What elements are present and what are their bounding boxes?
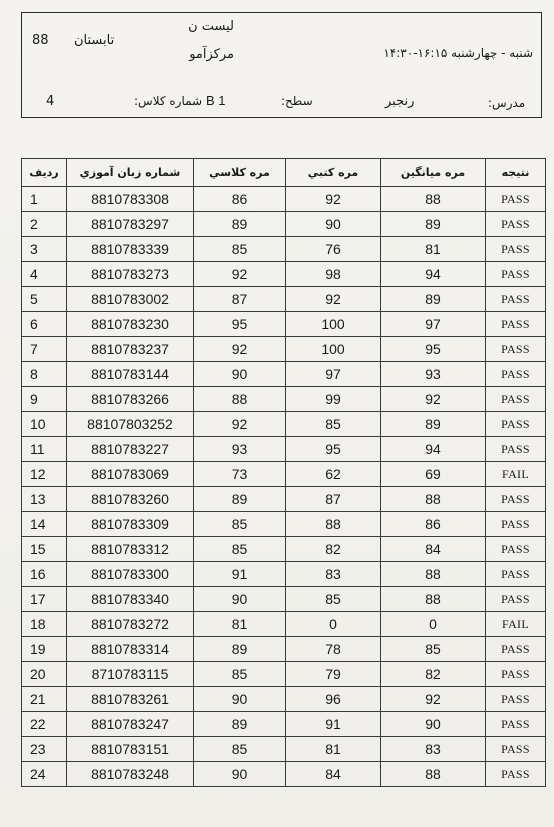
- student-id-cell: 8810783247: [67, 712, 194, 737]
- class-score-cell: 85: [194, 662, 286, 687]
- result-cell: PASS: [486, 337, 546, 362]
- written-score-cell: 85: [286, 412, 381, 437]
- average-score-cell: 86: [381, 512, 486, 537]
- average-score-cell: 89: [381, 287, 486, 312]
- average-score-cell: 88: [381, 487, 486, 512]
- written-score-cell: 98: [286, 262, 381, 287]
- col-header-class-score: مره کلاسي: [194, 159, 286, 187]
- table-row: [22, 512, 546, 537]
- class-score-cell: 93: [194, 437, 286, 462]
- col-header-result: نتيجه: [486, 159, 546, 187]
- table-row: [22, 637, 546, 662]
- table-body: [22, 187, 546, 787]
- row-number-cell: 24: [22, 762, 67, 787]
- student-id-cell: 8810783273: [67, 262, 194, 287]
- result-cell: PASS: [486, 212, 546, 237]
- written-score-cell: 76: [286, 237, 381, 262]
- table-row: [22, 462, 546, 487]
- class-score-cell: 92: [194, 412, 286, 437]
- average-score-cell: 97: [381, 312, 486, 337]
- average-score-cell: 94: [381, 262, 486, 287]
- student-id-cell: 8810783261: [67, 687, 194, 712]
- result-cell: PASS: [486, 712, 546, 737]
- average-score-cell: 81: [381, 237, 486, 262]
- written-score-cell: 96: [286, 687, 381, 712]
- result-cell: PASS: [486, 637, 546, 662]
- result-cell: PASS: [486, 312, 546, 337]
- class-score-cell: 85: [194, 237, 286, 262]
- table-row: [22, 737, 546, 762]
- result-cell: PASS: [486, 387, 546, 412]
- average-score-cell: 89: [381, 212, 486, 237]
- row-number-cell: 2: [22, 212, 67, 237]
- grades-table: [21, 158, 546, 787]
- average-score-cell: 89: [381, 412, 486, 437]
- result-cell: PASS: [486, 362, 546, 387]
- table-row: [22, 337, 546, 362]
- result-cell: PASS: [486, 562, 546, 587]
- average-score-cell: 88: [381, 587, 486, 612]
- result-cell: PASS: [486, 287, 546, 312]
- result-cell: PASS: [486, 487, 546, 512]
- written-score-cell: 78: [286, 637, 381, 662]
- row-number-cell: 15: [22, 537, 67, 562]
- class-score-cell: 89: [194, 637, 286, 662]
- row-number-cell: 6: [22, 312, 67, 337]
- level-value: B 1: [206, 93, 226, 108]
- student-id-cell: 8810783002: [67, 287, 194, 312]
- row-number-cell: 9: [22, 387, 67, 412]
- student-id-cell: 8810783237: [67, 337, 194, 362]
- student-id-cell: 8810783339: [67, 237, 194, 262]
- written-score-cell: 82: [286, 537, 381, 562]
- result-cell: PASS: [486, 512, 546, 537]
- row-number-cell: 12: [22, 462, 67, 487]
- student-id-cell: 8810783297: [67, 212, 194, 237]
- table-row: [22, 762, 546, 787]
- written-score-cell: 79: [286, 662, 381, 687]
- written-score-cell: 95: [286, 437, 381, 462]
- row-number-cell: 19: [22, 637, 67, 662]
- class-score-cell: 89: [194, 487, 286, 512]
- row-number-cell: 4: [22, 262, 67, 287]
- table-row: [22, 287, 546, 312]
- written-score-cell: 92: [286, 287, 381, 312]
- student-id-cell: 8810783272: [67, 612, 194, 637]
- class-score-cell: 73: [194, 462, 286, 487]
- season: تابستان: [74, 33, 115, 48]
- row-number-cell: 14: [22, 512, 67, 537]
- student-id-cell: 8810783227: [67, 437, 194, 462]
- table-row: [22, 262, 546, 287]
- result-cell: PASS: [486, 237, 546, 262]
- student-id-cell: 8810783069: [67, 462, 194, 487]
- class-score-cell: 85: [194, 537, 286, 562]
- row-number-cell: 5: [22, 287, 67, 312]
- student-id-cell: 8810783248: [67, 762, 194, 787]
- written-score-cell: 85: [286, 587, 381, 612]
- row-number-cell: 10: [22, 412, 67, 437]
- class-score-cell: 85: [194, 737, 286, 762]
- student-id-cell: 8810783309: [67, 512, 194, 537]
- class-score-cell: 89: [194, 712, 286, 737]
- student-id-cell: 8810783340: [67, 587, 194, 612]
- table-row: [22, 537, 546, 562]
- row-number-cell: 18: [22, 612, 67, 637]
- table-row: [22, 687, 546, 712]
- class-score-cell: 90: [194, 762, 286, 787]
- written-score-cell: 91: [286, 712, 381, 737]
- class-score-cell: 90: [194, 587, 286, 612]
- center-name: مرکزآمو: [189, 47, 234, 62]
- table-row: [22, 312, 546, 337]
- col-header-written-score: مره كتبي: [286, 159, 381, 187]
- written-score-cell: 0: [286, 612, 381, 637]
- written-score-cell: 100: [286, 312, 381, 337]
- written-score-cell: 99: [286, 387, 381, 412]
- row-number-cell: 16: [22, 562, 67, 587]
- average-score-cell: 82: [381, 662, 486, 687]
- student-id-cell: 8710783115: [67, 662, 194, 687]
- student-id-cell: 8810783260: [67, 487, 194, 512]
- class-score-cell: 89: [194, 212, 286, 237]
- row-number-cell: 7: [22, 337, 67, 362]
- written-score-cell: 92: [286, 187, 381, 212]
- result-cell: PASS: [486, 537, 546, 562]
- table-row: [22, 437, 546, 462]
- average-score-cell: 88: [381, 187, 486, 212]
- table-row: [22, 212, 546, 237]
- row-number-cell: 21: [22, 687, 67, 712]
- average-score-cell: 69: [381, 462, 486, 487]
- result-cell: PASS: [486, 687, 546, 712]
- average-score-cell: 90: [381, 712, 486, 737]
- row-number-cell: 23: [22, 737, 67, 762]
- class-score-cell: 87: [194, 287, 286, 312]
- row-number-cell: 1: [22, 187, 67, 212]
- average-score-cell: 85: [381, 637, 486, 662]
- result-cell: PASS: [486, 662, 546, 687]
- teacher-label: مدرس:: [488, 96, 526, 110]
- teacher-name: رنجبر: [385, 94, 415, 109]
- student-id-cell: 88107803252: [67, 412, 194, 437]
- result-cell: PASS: [486, 762, 546, 787]
- result-cell: PASS: [486, 187, 546, 212]
- table-row: [22, 487, 546, 512]
- student-id-cell: 8810783312: [67, 537, 194, 562]
- table-row: [22, 587, 546, 612]
- written-score-cell: 90: [286, 212, 381, 237]
- table-row: [22, 237, 546, 262]
- class-score-cell: 92: [194, 262, 286, 287]
- class-number: 4: [46, 94, 55, 109]
- table-header-row: [22, 159, 546, 187]
- table-row: [22, 662, 546, 687]
- written-score-cell: 88: [286, 512, 381, 537]
- header-box: [21, 12, 542, 118]
- class-number-label: شماره کلاس:: [134, 94, 203, 108]
- document-title: لیست ن: [188, 19, 234, 34]
- result-cell: FAIL: [486, 612, 546, 637]
- table-row: [22, 362, 546, 387]
- table-row: [22, 612, 546, 637]
- row-number-cell: 13: [22, 487, 67, 512]
- average-score-cell: 88: [381, 762, 486, 787]
- class-score-cell: 85: [194, 512, 286, 537]
- class-score-cell: 88: [194, 387, 286, 412]
- col-header-average: مره ميانگين: [381, 159, 486, 187]
- average-score-cell: 93: [381, 362, 486, 387]
- student-id-cell: 8810783314: [67, 637, 194, 662]
- student-id-cell: 8810783230: [67, 312, 194, 337]
- class-score-cell: 90: [194, 687, 286, 712]
- written-score-cell: 87: [286, 487, 381, 512]
- row-number-cell: 22: [22, 712, 67, 737]
- written-score-cell: 97: [286, 362, 381, 387]
- result-cell: PASS: [486, 412, 546, 437]
- class-score-cell: 95: [194, 312, 286, 337]
- average-score-cell: 94: [381, 437, 486, 462]
- table-row: [22, 412, 546, 437]
- col-header-row-number: ردیف: [22, 159, 67, 187]
- class-score-cell: 90: [194, 362, 286, 387]
- average-score-cell: 0: [381, 612, 486, 637]
- average-score-cell: 88: [381, 562, 486, 587]
- row-number-cell: 3: [22, 237, 67, 262]
- student-id-cell: 8810783144: [67, 362, 194, 387]
- class-score-cell: 81: [194, 612, 286, 637]
- student-id-cell: 8810783266: [67, 387, 194, 412]
- table-row: [22, 387, 546, 412]
- row-number-cell: 17: [22, 587, 67, 612]
- row-number-cell: 11: [22, 437, 67, 462]
- class-score-cell: 92: [194, 337, 286, 362]
- average-score-cell: 92: [381, 387, 486, 412]
- result-cell: PASS: [486, 587, 546, 612]
- table-row: [22, 562, 546, 587]
- row-number-cell: 8: [22, 362, 67, 387]
- written-score-cell: 81: [286, 737, 381, 762]
- student-id-cell: 8810783151: [67, 737, 194, 762]
- average-score-cell: 95: [381, 337, 486, 362]
- col-header-student-id: شماره زبان آموزي: [67, 159, 194, 187]
- session-code: 88: [32, 33, 49, 48]
- written-score-cell: 84: [286, 762, 381, 787]
- written-score-cell: 83: [286, 562, 381, 587]
- student-id-cell: 8810783300: [67, 562, 194, 587]
- result-cell: PASS: [486, 737, 546, 762]
- student-id-cell: 8810783308: [67, 187, 194, 212]
- average-score-cell: 83: [381, 737, 486, 762]
- table-row: [22, 187, 546, 212]
- row-number-cell: 20: [22, 662, 67, 687]
- result-cell: FAIL: [486, 462, 546, 487]
- level-label: سطح:: [281, 94, 313, 108]
- table-row: [22, 712, 546, 737]
- class-score-cell: 91: [194, 562, 286, 587]
- average-score-cell: 92: [381, 687, 486, 712]
- written-score-cell: 62: [286, 462, 381, 487]
- class-score-cell: 86: [194, 187, 286, 212]
- result-cell: PASS: [486, 262, 546, 287]
- average-score-cell: 84: [381, 537, 486, 562]
- written-score-cell: 100: [286, 337, 381, 362]
- result-cell: PASS: [486, 437, 546, 462]
- schedule: شنبه - چهارشنبه ۱۶:۱۵-۱۴:۳۰: [383, 46, 533, 60]
